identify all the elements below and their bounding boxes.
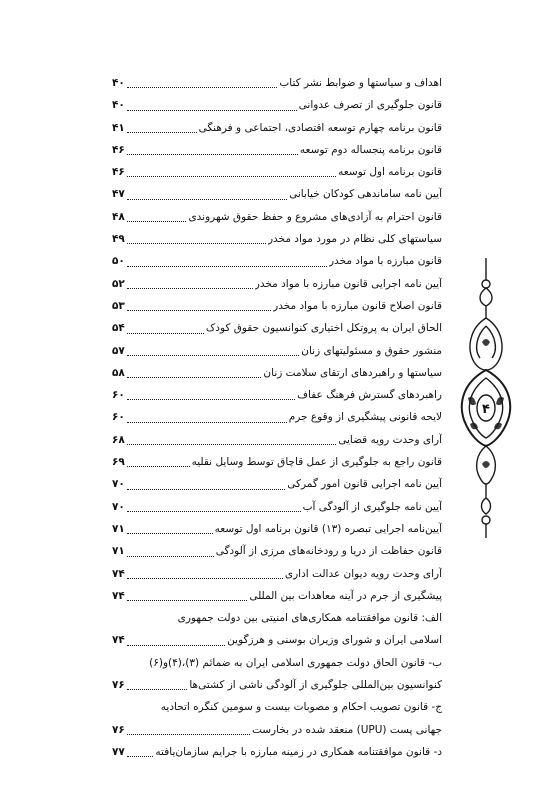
toc-leader [127, 689, 188, 690]
toc-entry-title: ج- قانون تصویب احکام و مصوبات بیست و سومین کنگره اتحادیه [160, 701, 442, 714]
toc-leader [127, 110, 297, 111]
ornament-drawing [456, 258, 516, 538]
toc-entry[interactable] [112, 295, 442, 317]
toc-entry-page: ۷۰ [112, 500, 125, 513]
toc-entry[interactable] [112, 473, 442, 495]
toc-leader [127, 355, 299, 356]
toc-entry[interactable] [112, 117, 442, 139]
toc-entry-title: سیاستهای کلی نظام در مورد مواد مخدر [267, 233, 442, 246]
toc-leader [127, 377, 262, 378]
toc-entry-title: د- قانون موافقتنامه همکاری در زمینه مبارزه با جرایم سازمان‌یافته [155, 745, 442, 758]
toc-entry-page: ۷۱ [112, 545, 125, 558]
toc-entry[interactable] [112, 384, 442, 406]
toc-entry[interactable] [112, 228, 442, 250]
toc-entry[interactable] [112, 362, 442, 384]
toc-leader [127, 266, 327, 267]
toc-entry-page: ۷۴ [112, 567, 125, 580]
toc-entry-page: ۷۷ [112, 745, 125, 758]
toc-entry[interactable] [112, 652, 442, 674]
toc-leader [127, 578, 283, 579]
toc-entry-title: جهانی پست (UPU) منعقد شده در بخارست [251, 723, 442, 736]
toc-entry[interactable] [112, 429, 442, 451]
toc-entry-page: ۴۶ [112, 166, 125, 179]
toc-entry-title: قانون احترام به آزادی‌های مشروع و حفظ حقوق شهروندی [188, 210, 442, 223]
toc-entry[interactable] [112, 563, 442, 585]
toc-entry-title: آیین‌نامه اجرایی تبصره (۱۳) قانون برنامه اول توسعه [214, 522, 442, 535]
toc-leader [127, 600, 248, 601]
toc-entry-page: ۷۴ [112, 634, 125, 647]
toc-leader [127, 645, 225, 646]
table-of-contents [112, 72, 442, 763]
toc-entry-page: ۴۶ [112, 143, 125, 156]
toc-leader [127, 734, 250, 735]
toc-leader [127, 756, 154, 757]
toc-entry[interactable] [112, 585, 442, 607]
toc-entry-page: ۴۹ [112, 233, 125, 246]
toc-entry-title: قانون راجع به جلوگیری از عمل قاچاق توسط وسایل نقلیه [191, 456, 442, 469]
page-number: ۴ [482, 402, 490, 417]
toc-leader [127, 199, 287, 200]
page-ornament [456, 258, 516, 538]
toc-entry-page: ۴۰ [112, 99, 125, 112]
toc-entry-title: قانون برنامه اول توسعه [338, 166, 442, 179]
toc-entry-title: آیین نامه جلوگیری از آلودگی آب [302, 500, 442, 513]
toc-leader [127, 132, 197, 133]
toc-entry-page: ۶۸ [112, 433, 125, 446]
toc-entry-title: قانون برنامه چهارم توسعه اقتصادی، اجتماعی و فرهنگی [198, 121, 442, 134]
toc-leader [127, 243, 266, 244]
toc-entry[interactable] [112, 518, 442, 540]
toc-entry-page: ۷۴ [112, 589, 125, 602]
toc-entry-page: ۶۹ [112, 456, 125, 469]
toc-entry[interactable] [112, 72, 442, 94]
toc-entry[interactable] [112, 607, 442, 629]
toc-entry-title: آرای وحدت رویه دیوان عدالت اداری [284, 567, 442, 580]
toc-leader [127, 176, 336, 177]
toc-entry-title: پیشگیری از جرم در آینه معاهدات بین المللی [249, 589, 442, 602]
toc-entry-title: قانون مبارزه با مواد مخدر [328, 255, 442, 268]
toc-leader [127, 221, 187, 222]
toc-entry[interactable] [112, 741, 442, 763]
toc-leader [127, 466, 190, 467]
toc-leader [127, 444, 336, 445]
toc-entry-page: ۷۰ [112, 478, 125, 491]
toc-entry-title: منشور حقوق و مسئولیتهای زنان [301, 344, 442, 357]
toc-entry[interactable] [112, 317, 442, 339]
toc-entry-page: ۴۸ [112, 210, 125, 223]
toc-entry-page: ۴۰ [112, 77, 125, 89]
toc-entry-title: اهداف و سیاستها و ضوابط نشر کتاب [279, 77, 442, 89]
toc-entry-title: آرای وحدت رویه قضایی [338, 433, 442, 446]
toc-entry[interactable] [112, 206, 442, 228]
toc-entry-title: قانون حفاظت از دریا و رودخانه‌های مرزی از آلودگی [215, 545, 442, 558]
toc-entry-title: قانون اصلاح قانون مبارزه با مواد مخدر [273, 299, 442, 312]
toc-entry[interactable] [112, 540, 442, 562]
toc-entry[interactable] [112, 250, 442, 272]
toc-entry-title: قانون برنامه پنجساله دوم توسعه [299, 143, 442, 156]
toc-leader [127, 422, 287, 423]
toc-entry[interactable] [112, 629, 442, 651]
toc-entry-title: راهبردهای گسترش فرهنگ عفاف [297, 389, 442, 402]
toc-leader [127, 288, 253, 289]
toc-entry[interactable] [112, 674, 442, 696]
toc-entry-page: ۶۰ [112, 411, 125, 424]
toc-entry-page: ۵۴ [112, 322, 125, 335]
toc-entry[interactable] [112, 183, 442, 205]
toc-entry-title: سیاستها و راهبردهای ارتقای سلامت زنان [263, 366, 442, 379]
toc-entry[interactable] [112, 161, 442, 183]
toc-entry[interactable] [112, 719, 442, 741]
toc-entry[interactable] [112, 496, 442, 518]
toc-entry-page: ۷۱ [112, 522, 125, 535]
toc-leader [127, 87, 278, 88]
toc-leader [127, 556, 214, 557]
toc-entry-title: الف: قانون موافقتنامه همکاری‌های امنیتی بین دولت جمهوری [177, 612, 442, 625]
toc-entry-page: ۷۶ [112, 723, 125, 736]
toc-entry-page: ۷۶ [112, 679, 125, 692]
toc-entry-page: ۵۷ [112, 344, 125, 357]
toc-entry-title: ب- قانون الحاق دولت جمهوری اسلامی ایران به ضمائم (۳)،(۴)و(۶) [149, 656, 442, 669]
toc-entry-title: آیین نامه ساماندهی کودکان خیابانی [289, 188, 442, 201]
toc-leader [127, 489, 285, 490]
toc-entry-page: ۵۸ [112, 366, 125, 379]
toc-entry[interactable] [112, 139, 442, 161]
toc-entry[interactable] [112, 340, 442, 362]
toc-entry-title: آیین نامه اجرایی قانون امور گمرکی [287, 478, 442, 491]
toc-entry[interactable] [112, 94, 442, 116]
toc-entry[interactable] [112, 451, 442, 473]
toc-entry[interactable] [112, 696, 442, 718]
toc-leader [127, 533, 213, 534]
toc-entry-page: ۵۲ [112, 277, 125, 290]
toc-entry-page: ۵۰ [112, 255, 125, 268]
toc-leader [127, 511, 301, 512]
toc-leader [127, 333, 204, 334]
toc-entry-page: ۴۱ [112, 121, 125, 134]
toc-entry-title: الحاق ایران به پروتکل اختیاری کنوانسیون حقوق کودک [205, 322, 442, 335]
toc-entry-title: آیین نامه اجرایی قانون مبارزه با مواد مخدر [254, 277, 442, 290]
toc-leader [127, 310, 271, 311]
toc-entry-page: ۶۰ [112, 389, 125, 402]
toc-entry[interactable] [112, 273, 442, 295]
toc-entry-title: کنوانسیون بین‌المللی جلوگیری از آلودگی ناشی از کشتی‌ها [189, 679, 442, 692]
toc-entry-page: ۵۳ [112, 299, 125, 312]
toc-entry-page: ۴۷ [112, 188, 125, 201]
toc-entry-title: لایحه قانونی پیشگیری از وقوع جرم [288, 411, 442, 424]
toc-entry-title: قانون جلوگیری از تصرف عدوانی [298, 99, 442, 112]
toc-entry[interactable] [112, 406, 442, 428]
toc-leader [127, 154, 298, 155]
toc-leader [127, 399, 295, 400]
toc-entry-title: اسلامی ایران و شورای وزیران بوسنی و هرزگوین [227, 634, 442, 647]
